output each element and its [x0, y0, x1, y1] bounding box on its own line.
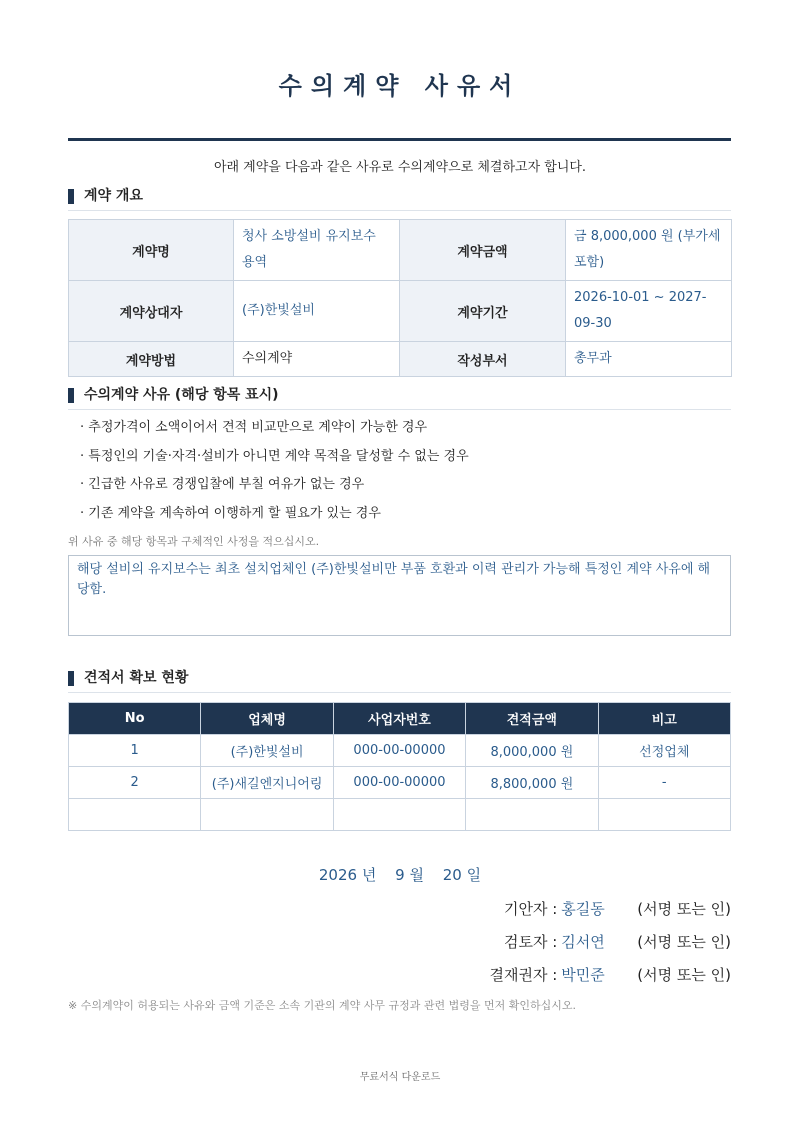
quotes-heading: 견적서 확보 현황	[84, 670, 189, 686]
signature-field[interactable]: (서명 또는 인)	[637, 933, 731, 951]
dept-label: 작성부서	[400, 342, 566, 377]
reason-hint: 위 사유 중 해당 항목과 구체적인 사정을 적으십시오.	[68, 535, 320, 548]
counterparty-value: (주)한빛설비	[234, 281, 400, 342]
reason-item[interactable]: · 기존 계약을 계속하여 이행하게 할 필요가 있는 경우	[80, 505, 381, 521]
overview-section-header	[68, 187, 731, 211]
signer-name: 김서연	[561, 933, 605, 951]
footer-link[interactable]: 무료서식 다운로드	[359, 1072, 441, 1083]
reasons-section-header	[68, 386, 731, 410]
table-row	[69, 799, 731, 831]
column-header-amount: 견적금액	[466, 703, 598, 735]
cell-business-no: 000-00-00000	[333, 735, 465, 767]
document-title: 수의계약 사유서	[278, 72, 522, 100]
reason-list	[80, 418, 469, 532]
cell-amount: 8,800,000 원	[466, 767, 598, 799]
signer-approver	[490, 964, 732, 985]
date-month: 9	[395, 866, 405, 884]
cell-business-no: 000-00-00000	[333, 767, 465, 799]
cell-remark[interactable]	[598, 799, 730, 831]
signer-role: 기안자 :	[504, 900, 558, 918]
table-row	[69, 767, 731, 799]
method-label: 계약방법	[69, 342, 234, 377]
cell-no: 1	[69, 735, 201, 767]
column-header-company: 업체명	[201, 703, 333, 735]
date-day: 20	[442, 866, 462, 884]
cell-amount: 8,000,000 원	[466, 735, 598, 767]
column-header-no: No	[69, 703, 201, 735]
date-day-unit: 일	[466, 866, 482, 884]
cell-company: (주)새길엔지니어링	[201, 767, 333, 799]
column-header-business-no: 사업자번호	[333, 703, 465, 735]
signer-name: 박민준	[561, 966, 605, 984]
signer-reviewer	[504, 931, 731, 952]
signature-field[interactable]: (서명 또는 인)	[637, 900, 731, 918]
period-value: 2026-10-01 ~ 2027-09-30	[566, 281, 732, 342]
reason-item[interactable]: · 추정가격이 소액이어서 견적 비교만으로 계약이 가능한 경우	[80, 420, 428, 435]
amount-value: 금 8,000,000 원 (부가세 포함)	[566, 220, 732, 281]
date-year: 2026	[318, 866, 358, 884]
overview-table	[68, 219, 732, 377]
contract-name-value: 청사 소방설비 유지보수 용역	[234, 220, 400, 281]
table-row	[69, 735, 731, 767]
reason-item[interactable]: · 긴급한 사유로 경쟁입찰에 부칠 여유가 없는 경우	[80, 477, 365, 492]
section-marker	[68, 388, 74, 403]
signer-name: 홍길동	[561, 900, 605, 918]
signer-role: 검토자 :	[504, 933, 558, 951]
quotes-table	[68, 702, 731, 831]
period-label: 계약기간	[400, 281, 566, 342]
cell-company: (주)한빛설비	[201, 735, 333, 767]
intro-text: 아래 계약을 다음과 같은 사유로 수의계약으로 체결하고자 합니다.	[213, 160, 587, 175]
contract-name-label: 계약명	[69, 220, 234, 281]
document-date	[0, 864, 800, 885]
reasons-heading: 수의계약 사유 (해당 항목 표시)	[84, 387, 279, 403]
cell-no: 2	[69, 767, 201, 799]
cell-business-no[interactable]	[333, 799, 465, 831]
signer-drafter	[504, 898, 731, 919]
section-marker	[68, 189, 74, 204]
section-marker	[68, 671, 74, 686]
signer-role: 결재권자 :	[489, 966, 558, 984]
cell-remark: 선정업체	[598, 735, 730, 767]
footnote: ※ 수의계약이 허용되는 사유와 금액 기준은 소속 기관의 계약 사무 규정과 관련 법령을 먼저 확인하십시오.	[68, 999, 576, 1012]
cell-company[interactable]	[201, 799, 333, 831]
dept-value: 총무과	[566, 342, 732, 377]
reason-detail-field[interactable]: 해당 설비의 유지보수는 최초 설치업체인 (주)한빛설비만 부품 호환과 이력 관리가 가능해 특정인 계약 사유에 해당함.	[68, 555, 731, 636]
quotes-section-header	[68, 669, 731, 693]
overview-heading: 계약 개요	[84, 188, 143, 204]
cell-amount[interactable]	[466, 799, 598, 831]
cell-remark: -	[598, 767, 730, 799]
method-value: 수의계약	[234, 342, 400, 377]
column-header-remark: 비고	[598, 703, 730, 735]
amount-label: 계약금액	[400, 220, 566, 281]
signature-field[interactable]: (서명 또는 인)	[637, 966, 731, 984]
date-month-unit: 월	[409, 866, 424, 884]
cell-no[interactable]	[69, 799, 201, 831]
reason-item[interactable]: · 특정인의 기술·자격·설비가 아니면 계약 목적을 달성할 수 없는 경우	[80, 448, 469, 464]
counterparty-label: 계약상대자	[69, 281, 234, 342]
date-year-unit: 년	[361, 866, 377, 884]
title-divider	[68, 138, 731, 141]
